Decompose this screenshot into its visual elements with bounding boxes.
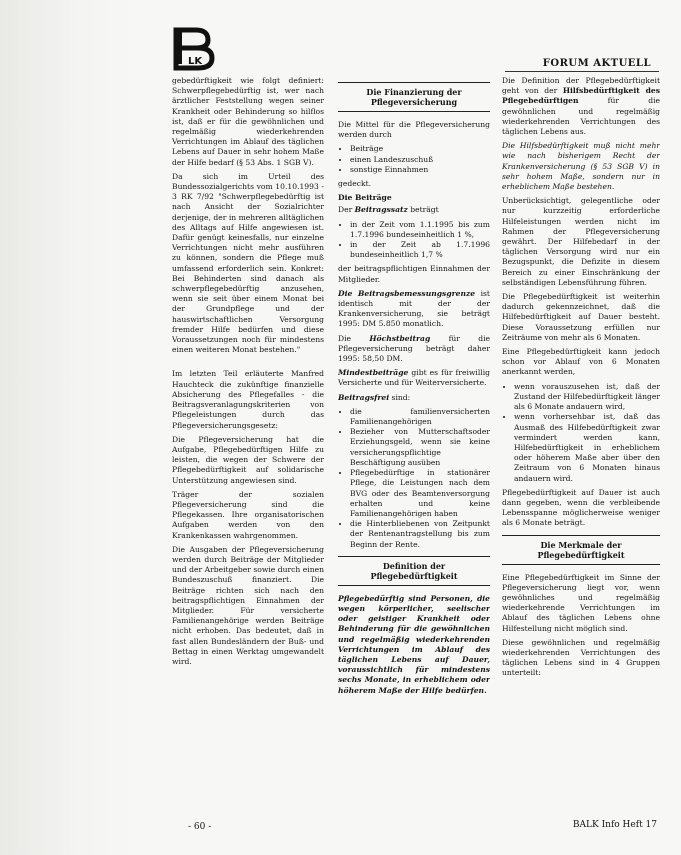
paragraph [502,76,660,137]
list-item: • in der Zeit ab 1.7.1996 bundeseinheitlich 1,7 % [350,240,490,260]
paragraph: Im letzten Teil erläuterte Manfred Hauchteck die zukünftige finanzielle Absicherung des Pflegefalles - die Beitragsveranlagungskriterien von Pflegeleistungen durch das Pflegeversicherungsgesetz: [172,369,324,430]
paragraph [338,393,490,403]
text: für die Pflegeversicherung beträgt daher 1995: 58,50 DM. [338,333,490,364]
term: Beitragssatz [354,205,408,215]
text: Der [338,205,355,215]
header-rule [505,71,659,72]
column-1 [172,76,324,796]
column-2 [338,76,490,796]
list-item: • einen Landeszuschuß [350,155,490,165]
balk-logo [172,26,220,74]
list-item: • die Hinterbliebenen von Zeitpunkt der Rentenantragstellung bis zum Beginn der Rente. [350,519,490,550]
subheading: Die Beiträge [338,193,392,203]
paragraph: Da sich im Urteil des Bundessozialgerichts vom 10.10.1993 - 3 RK 7/92 "Schwerpflegebedürftig ist nach Ansicht der Sozialrichter derjenige, der in mehreren alltäglichen des Alltags auf Hilfe angewiesen ist. Dafür genügt keinesfalls, nur einzelne Verrichtungen nicht mehr ausführen zu können, sondern die Pflege muß umfassend erforderlich sein. Konkret: Bei Behinderten sind danach als schwerpflegebedürftig anzusehen, wenn sie seit über einem Monat bei der Grundpflege und der hauswirtschaftlichen Versorgung fremder Hilfe bedürfen und diese Voraussetzungen noch für mindestens einen weiteren Monat bestehen." [172,171,324,355]
text: Die [338,333,370,343]
text: Die Definition der Pflegebedürftigkeit geht von der [502,76,660,96]
list-item: • Beiträge [350,144,490,154]
spacer [172,359,324,369]
section-heading: Die Finanzierung der Pflegeversicherung [338,82,490,112]
term: Mindestbeiträge [338,368,409,378]
paragraph: Die Hilfsbedürftigkeit muß nicht mehr wie nach bisherigem Recht der Krankenversicherung (§ 53 SGB V) in sehr hohem Maße, sondern nur in erheblichem Maße bestehen. [502,141,660,192]
exempt-list [338,407,490,550]
list-item: • die familienversicherten Familienangehörigen [350,407,490,427]
paragraph: Die Pflegebedürftigkeit ist weiterhin dadurch gekennzeichnet, daß die Hilfebedürftigkeit auf Dauer besteht. Diese Voraussetzung erfüllen nur Zeiträume von mehr als 6 Monaten. [502,292,660,342]
paragraph: Eine Pflegebedürftigkeit im Sinne der Pflegeversicherung liegt vor, wenn gewöhnliches und regelmäßig wiederkehrende Verrichtungen im Ablauf des täglichen Lebens ohne Hilfestellung nicht möglich sind. [502,572,660,633]
paragraph [338,205,490,215]
paragraph: Träger der sozialen Pflegeversicherung sind die Pflegekassen. Ihre organisatorischen Aufgaben werden von den Krankenkassen wahrgenommen. [172,489,324,540]
paragraph [338,334,490,365]
text: beträgt [407,205,439,215]
publication-name: BALK Info Heft 17 [572,820,657,830]
paragraph: Die Ausgaben der Pflegeversicherung werden durch Beiträge der Mitglieder und der Arbeitgeber sowie durch einen Bundeszuschuß finanziert. Die Beiträge richten sich nach den beitragspflichtigen Einnahmen der Mitglieder. Für versicherte Familienangehörige werden Beiträge nicht erhoben. Das bedeutet, daß in fast allen Bundesländern der Buß- und Bettag in einen Werktag umgewandelt wird. [172,544,324,666]
column-3 [502,76,660,796]
paragraph: Die Pflegeversicherung hat die Aufgabe, Pflegebedürftigen Hilfe zu leisten, die wegen der Schwere der Pflegebedürftigkeit auf solidarische Unterstützung angewiesen sind. [172,434,324,485]
svg-text:LK: LK [188,56,203,67]
list-item: • Pflegebedürftige in stationärer Pflege, die Leistungen nach dem BVG oder des Beamtenversorgung erhalten und keine Familienangehörigen haben [350,468,490,519]
term: Die Beitragsbemessungsgrenze [338,288,476,298]
definition-quote: Pflegebedürftig sind Personen, die wegen körperlicher, seelischer oder geistiger Krankheit oder Behinderung für die gewöhnlichen und regelmäßig wiederkehrenden Verrichtungen im Ablauf des täglichen Lebens auf Dauer, voraussichtlich für mindestens sechs Monate, in erheblichem oder höherem Maße der Hilfe bedürfen. [338,593,490,695]
text: sind: [389,392,411,402]
paragraph: Diese gewöhnlichen und regelmäßig wiederkehrenden Verrichtungen des täglichen Lebens sind in 4 Gruppen unterteilt: [502,637,660,678]
section-title: FORUM AKTUELL [542,58,651,69]
list-item: • in der Zeit vom 1.1.1995 bis zum 1.7.1996 bundeseinheitlich 1 %, [350,220,490,240]
paragraph [338,368,490,388]
paragraph: Die Mittel für die Pflegeversicherung werden durch [338,120,490,140]
section-heading: Die Merkmale der Pflegebedürftigkeit [502,535,660,565]
paragraph: gebedürftigkeit wie folgt definiert: Schwerpflegebedürftig ist, wer nach ärztlicher Feststellung wegen seiner Krankheit oder Behinderung so hilflos ist, daß er für die gewöhnlichen und regelmäßig wiederkehrenden Verrichtungen im Ablauf des täglichen Lebens auf Dauer in sehr hohem Maße der Hilfe bedarf (§ 53 Abs. 1 SGB V). [172,76,324,167]
term: Beitragsfrei [338,392,390,402]
term: Höchstbeitrag [369,333,431,343]
paragraph: Unberücksichtigt, gelegentliche oder nur kurzzeitig erforderliche Hilfeleistungen werden nicht im Rahmen der Pflegeversicherung gewährt. Der Hilfebedarf in der täglichen Versorgung wird nur ein Bezugspunkt, die Defizite in diesem Bereich zu einer Einschränkung der selbständigen Lebensführung führen. [502,196,660,287]
paragraph: der beitragspflichtigen Einnahmen der Mitglieder. [338,264,490,284]
paragraph [338,289,490,330]
list-item: • wenn vorauszusehen ist, daß der Zustand der Hilfebedürftigkeit länger als 6 Monate andauern wird, [514,382,660,413]
text: gibt es für freiwillig Versicherte und für Weiterversicherte. [338,368,490,388]
list-item: • wenn vorhersehbar ist, daß das Ausmaß des Hilfebedürftigkeit zwar vermindert werden kann, Hilfebedürftigkeit in erheblichem oder höherem Maße aber über den Zeitraum von 6 Monaten hinaus andauern wird. [514,412,660,483]
text: ist identisch mit der der Krankenversicherung, sie beträgt 1995: DM 5.850 monatlich. [338,288,490,329]
list-item: • Bezieher von Mutterschaftsoder Erziehungsgeld, wenn sie keine versicherungspflichtige Beschäftigung ausüben [350,427,490,468]
term: Hilfsbedürftigkeit des Pflegebedürftigen [502,86,660,106]
paragraph: Eine Pflegebedürftigkeit kann jedoch schon vor Ablauf von 6 Monaten anerkannt werden, [502,347,660,377]
list-item: • sonstige Einnahmen [350,165,490,175]
paragraph: Pflegebedürftigkeit auf Dauer ist auch dann gegeben, wenn die verbleibende Lebensspanne möglicherweise weniger als 6 Monate beträgt. [502,487,660,528]
section-heading: Definition der Pflegebedürftigkeit [338,556,490,586]
rate-list [338,220,490,261]
funding-list [338,144,490,175]
scan-margin [0,0,135,855]
condition-list [502,382,660,484]
text: für die gewöhnlichen und regelmäßig wiederkehrenden Verrichtungen des täglichen Lebens aus. [502,96,660,137]
paragraph: gedeckt. [338,179,372,189]
page-number: - 60 - [188,822,212,832]
